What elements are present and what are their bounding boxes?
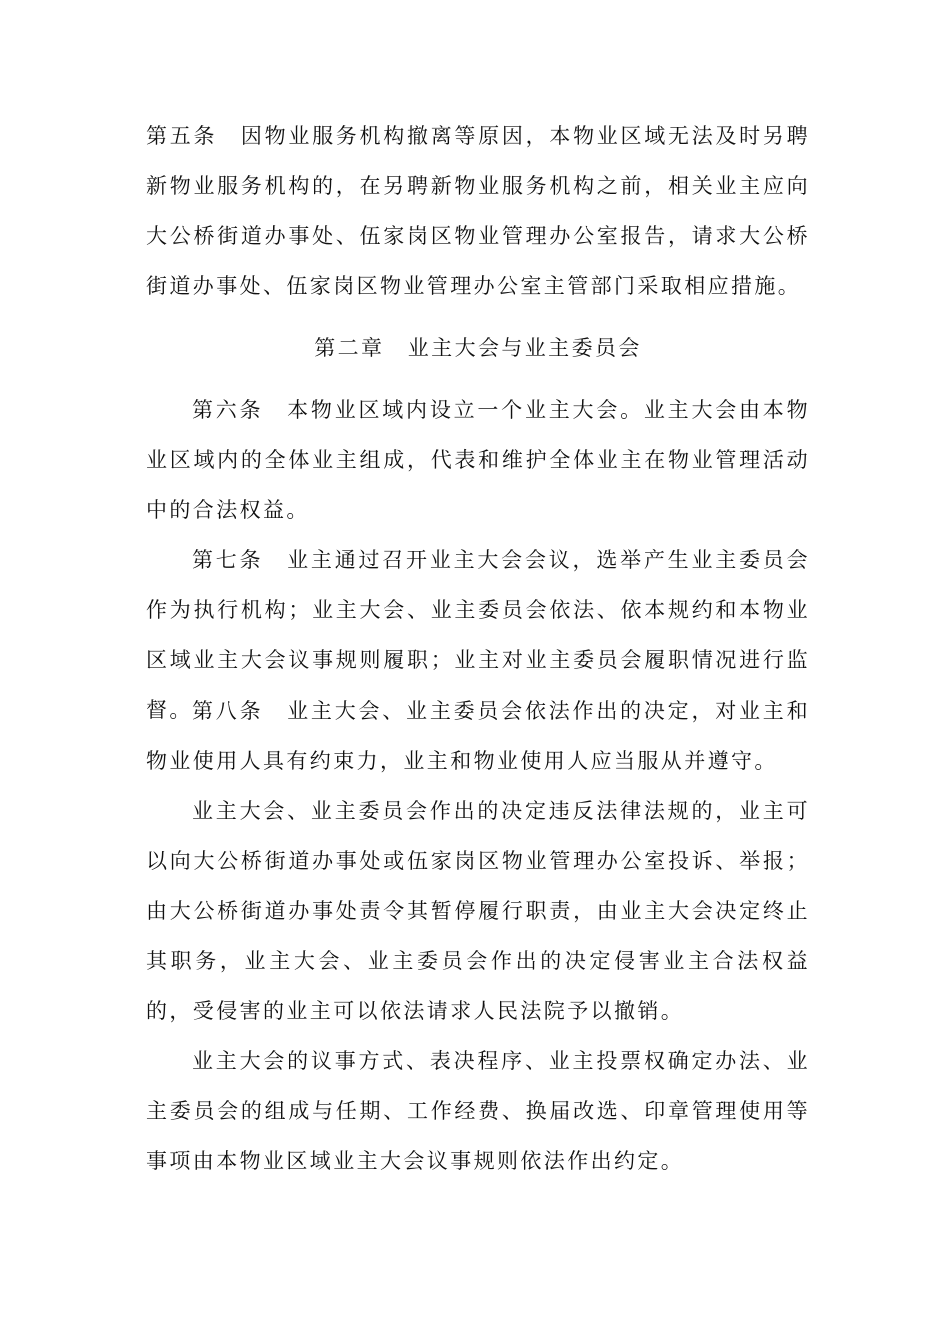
article-8-clause-2-paragraph: 业主大会、业主委员会作出的决定违反法律法规的，业主可以向大公桥街道办事处或伍家岗区物业管理办公室投诉、举报；由大公桥街道办事处责令其暂停履行职责，由业主大会决定终止其职务，业主大会、业主委员会作出的决定侵害业主合法权益的，受侵害的业主可以依法请求人民法院予以撤销。 xyxy=(146,799,810,1023)
article-8-clause-3-paragraph: 业主大会的议事方式、表决程序、业主投票权确定办法、业主委员会的组成与任期、工作经费、换届改选、印章管理使用等事项由本物业区域业主大会议事规则依法作出约定。 xyxy=(146,1049,810,1173)
article-5-paragraph: 第五条 因物业服务机构撤离等原因，本物业区域无法及时另聘新物业服务机构的，在另聘新物业服务机构之前，相关业主应向大公桥街道办事处、伍家岗区物业管理办公室报告，请求大公桥街道办事处、伍家岗区物业管理办公室主管部门采取相应措施。 xyxy=(146,124,810,298)
article-8-paragraph: 第八条 业主大会、业主委员会依法作出的决定，对业主和物业使用人具有约束力，业主和物业使用人应当服从并遵守。 xyxy=(146,699,810,773)
article-7-paragraph: 第七条 业主通过召开业主大会会议，选举产生业主委员会作为执行机构；业主大会、业主委员会依法、依本规约和本物业区域业主大会议事规则履职；业主对业主委员会履职情况进行监督。 xyxy=(146,548,810,722)
article-6-paragraph: 第六条 本物业区域内设立一个业主大会。业主大会由本物业区域内的全体业主组成，代表和维护全体业主在物业管理活动中的合法权益。 xyxy=(146,398,810,522)
chapter-2-heading: 第二章 业主大会与业主委员会 xyxy=(314,336,642,360)
